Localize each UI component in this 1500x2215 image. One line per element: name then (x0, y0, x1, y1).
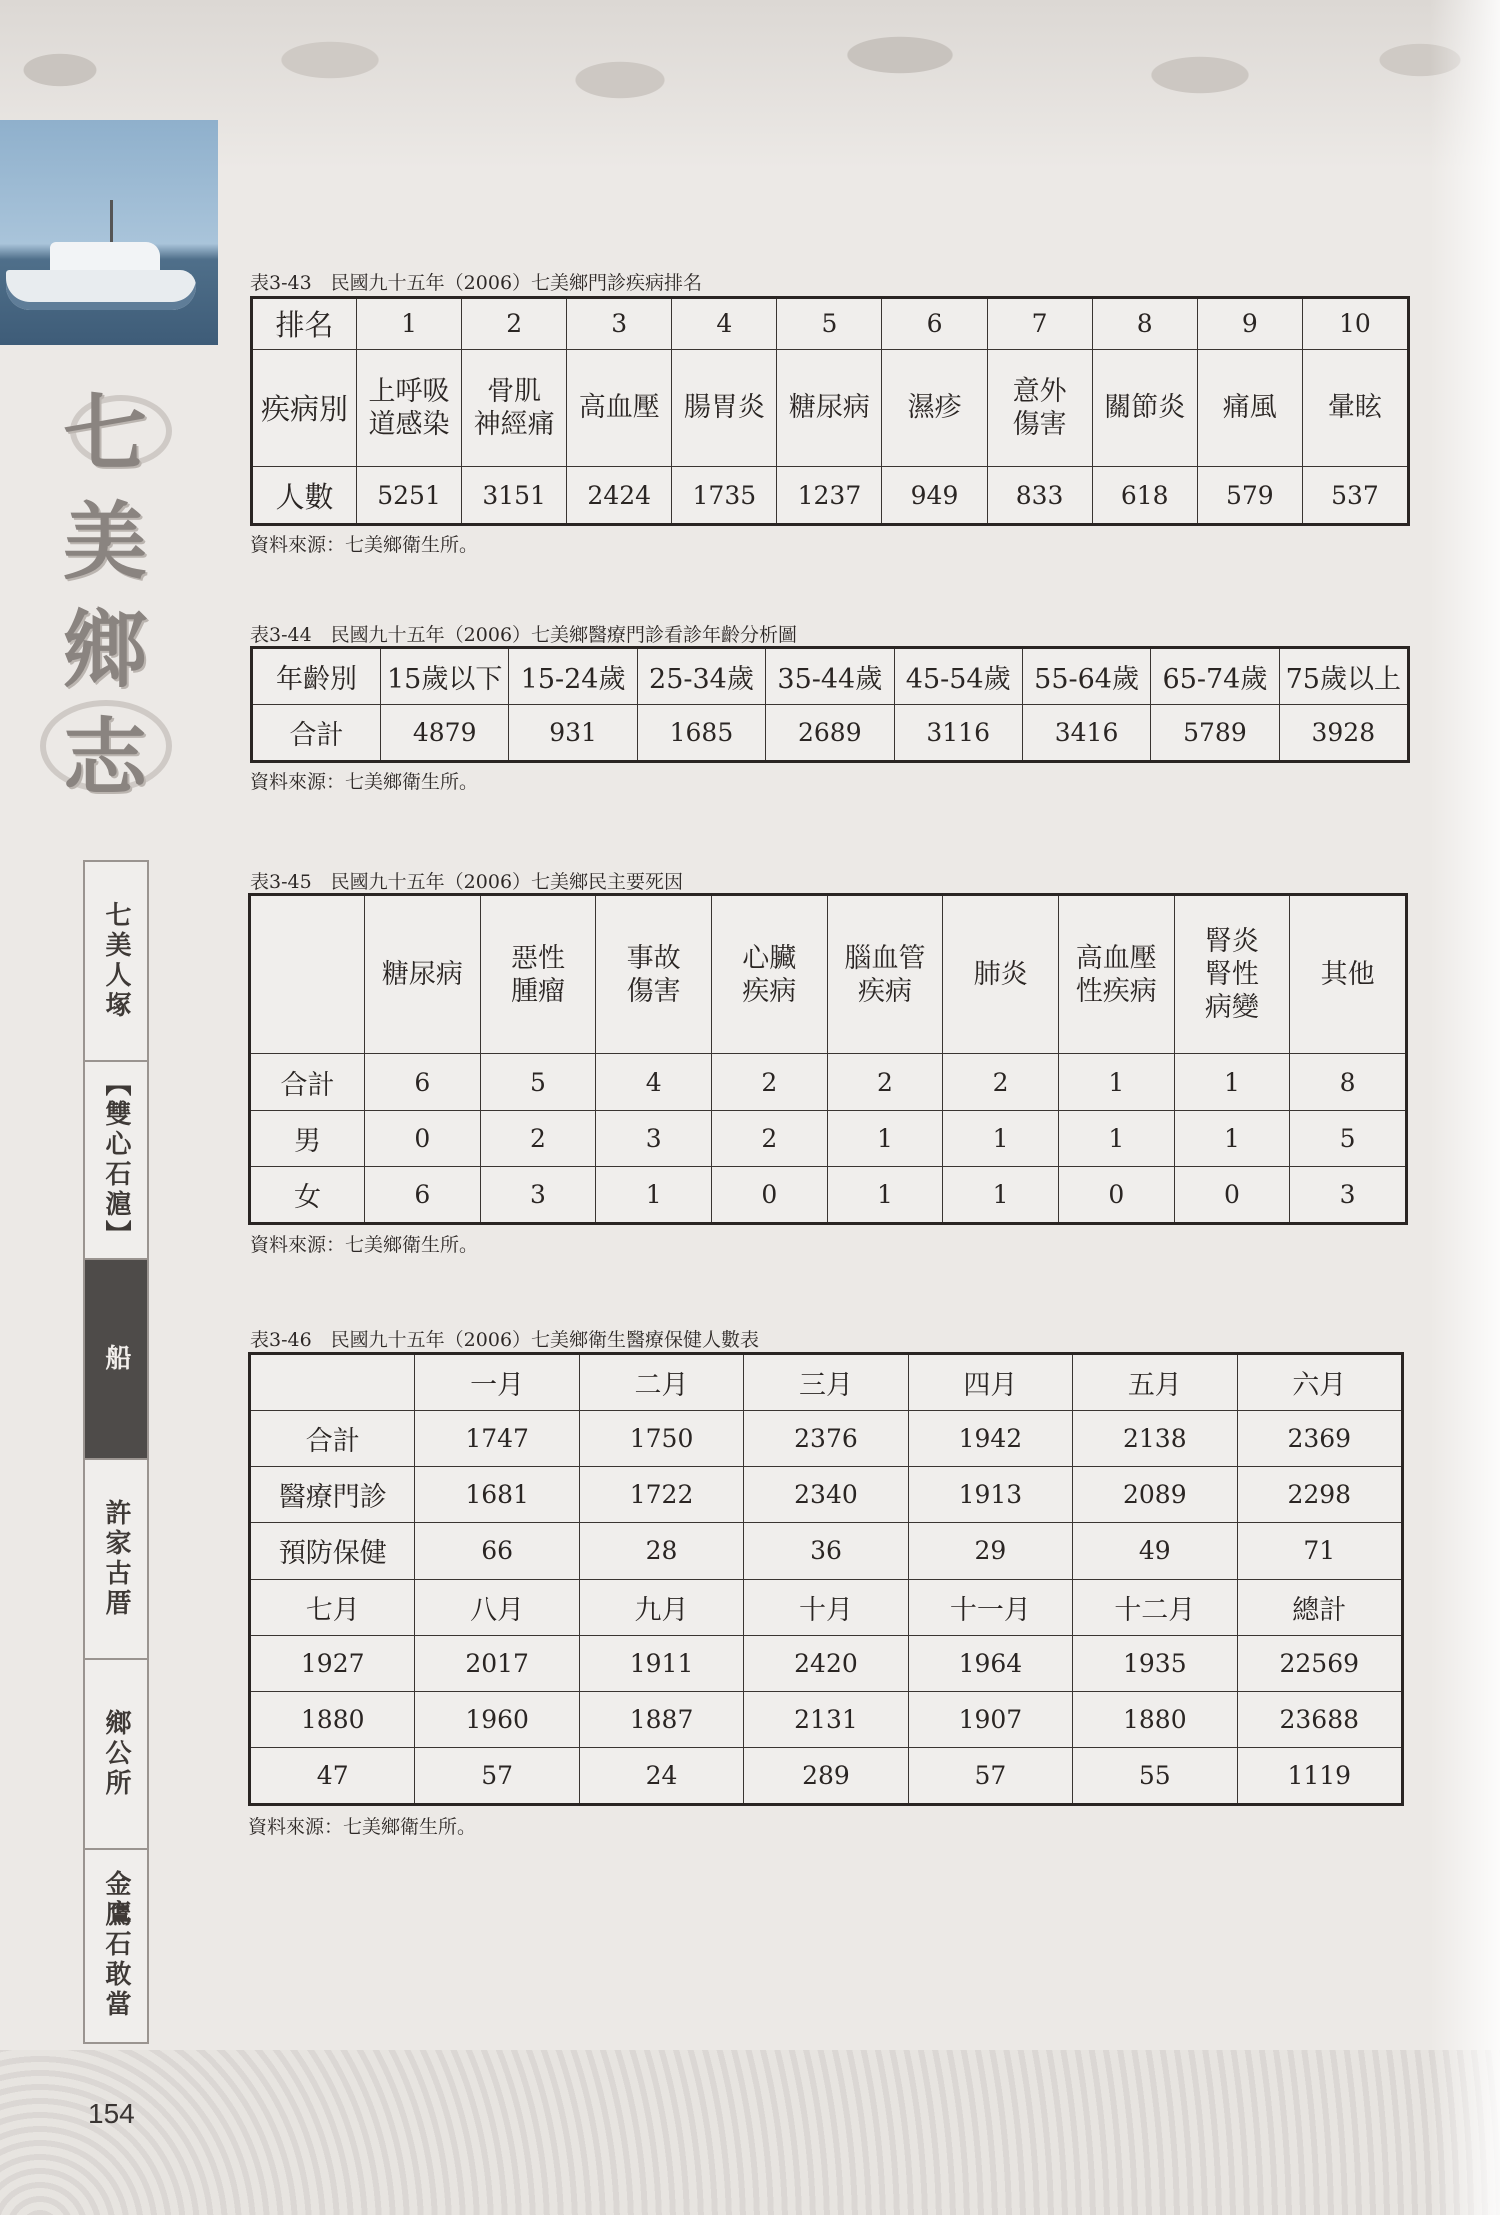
row-label: 預防保健 (251, 1523, 415, 1579)
cell-line: 糖尿病 (381, 959, 463, 991)
rank-cell: 8 (1092, 299, 1197, 350)
cell-line: 心臟 (742, 942, 797, 974)
death-count-cell: 1 (1174, 1054, 1290, 1110)
row-label: 合計 (251, 1054, 365, 1110)
cell-line: 腎炎 (1204, 926, 1259, 958)
value-cell: 1935 (1073, 1635, 1237, 1691)
death-count-cell: 0 (1174, 1166, 1290, 1222)
count-cell: 618 (1092, 467, 1197, 524)
rank-cell: 10 (1302, 299, 1407, 350)
value-cell: 57 (908, 1747, 1072, 1803)
rank-cell: 6 (882, 299, 987, 350)
age-row (253, 649, 1408, 705)
count-cell: 1735 (672, 467, 777, 524)
death-count-cell: 3 (1290, 1166, 1406, 1222)
age-cell: 55-64歲 (1022, 649, 1150, 705)
page-number: 154 (88, 2098, 135, 2129)
death-row (251, 1166, 1406, 1222)
table43-source: 資料來源：七美鄉衛生所。 (250, 534, 479, 556)
death-count-cell: 2 (711, 1110, 827, 1166)
age-cell: 15歲以下 (381, 649, 509, 705)
cell-line: 腦血管 (844, 942, 926, 974)
count-cell: 5251 (357, 467, 462, 524)
month-cell: 六月 (1237, 1355, 1401, 1411)
count-cell: 2424 (567, 467, 672, 524)
total-cell: 931 (509, 705, 637, 761)
disease-cell (567, 349, 672, 467)
death-count-cell: 1 (827, 1166, 943, 1222)
table43-caption: 表3-43 民國九十五年（2006）七美鄉門診疾病排名 (250, 272, 703, 294)
nav-item-eagle-stone[interactable] (85, 1850, 147, 2040)
value-cell: 2376 (744, 1411, 908, 1467)
death-count-cell: 5 (1290, 1110, 1406, 1166)
rank-cell: 2 (462, 299, 567, 350)
value-cell: 57 (415, 1747, 579, 1803)
page-gutter-shade (1430, 0, 1500, 2215)
value-cell: 29 (908, 1523, 1072, 1579)
total-cell: 3116 (894, 705, 1022, 761)
death-count-cell: 2 (711, 1054, 827, 1110)
month-cell: 十月 (744, 1579, 908, 1635)
death-count-cell: 1 (596, 1166, 712, 1222)
age-cell: 35-44歲 (766, 649, 894, 705)
nav-item-label: 船 (101, 1344, 131, 1374)
nav-item-boat[interactable] (85, 1260, 147, 1460)
month-cell: 二月 (579, 1355, 743, 1411)
disease-cell (1197, 349, 1302, 467)
nav-item-label: 許家古厝 (101, 1499, 131, 1619)
rank-cell: 9 (1197, 299, 1302, 350)
value-cell: 2340 (744, 1467, 908, 1523)
value-cell: 2089 (1073, 1467, 1237, 1523)
cell-line: 疾病 (742, 975, 797, 1007)
table46-source: 資料來源：七美鄉衛生所。 (248, 1816, 477, 1838)
nav-item-label: 金鷹石敢當 (101, 1870, 131, 2020)
death-count-cell: 6 (365, 1054, 481, 1110)
count-cell: 833 (987, 467, 1092, 524)
rank-cell: 1 (357, 299, 462, 350)
rank-cell: 5 (777, 299, 882, 350)
row-label: 男 (251, 1110, 365, 1166)
service-row (251, 1411, 1402, 1467)
corner-cell (251, 896, 365, 1054)
month-cell: 一月 (415, 1355, 579, 1411)
boat-hull (6, 270, 196, 310)
total-cell: 2689 (766, 705, 894, 761)
disease-cell (987, 349, 1092, 467)
month-cell: 九月 (579, 1579, 743, 1635)
death-count-cell: 3 (480, 1166, 596, 1222)
nav-item-label: 鄉公所 (101, 1709, 131, 1799)
nav-item-qimei-tomb[interactable] (85, 862, 147, 1062)
value-cell: 22569 (1237, 1635, 1401, 1691)
age-cell: 25-34歲 (637, 649, 765, 705)
row-label: 女 (251, 1166, 365, 1222)
value-cell: 1927 (251, 1635, 415, 1691)
table45 (250, 895, 1406, 1223)
value-cell: 55 (1073, 1747, 1237, 1803)
value-cell: 2138 (1073, 1411, 1237, 1467)
value-cell: 1681 (415, 1467, 579, 1523)
cause-cell (1290, 896, 1406, 1054)
month-cell: 總計 (1237, 1579, 1401, 1635)
value-cell: 1960 (415, 1691, 579, 1747)
table46 (250, 1354, 1402, 1804)
age-cell: 45-54歲 (894, 649, 1022, 705)
cell-line: 疾病 (857, 975, 912, 1007)
value-cell: 1913 (908, 1467, 1072, 1523)
death-count-cell: 2 (827, 1054, 943, 1110)
death-count-cell: 1 (1174, 1110, 1290, 1166)
age-cell: 15-24歲 (509, 649, 637, 705)
death-count-cell: 1 (1058, 1054, 1174, 1110)
cell-line: 事故 (626, 942, 681, 974)
disease-cell (882, 349, 987, 467)
disease-cell (672, 349, 777, 467)
table46-caption: 表3-46 民國九十五年（2006）七美鄉衛生醫療保健人數表 (250, 1329, 760, 1351)
cell-line: 性疾病 (1075, 975, 1157, 1007)
death-count-cell: 0 (711, 1166, 827, 1222)
book-title-char: 七 (62, 384, 147, 483)
disease-row (253, 349, 1408, 467)
death-count-cell: 3 (596, 1110, 712, 1166)
death-count-cell: 2 (943, 1054, 1059, 1110)
age-cell: 75歲以上 (1279, 649, 1407, 705)
service-row (251, 1467, 1402, 1523)
month-cell: 十二月 (1073, 1579, 1237, 1635)
row-label: 疾病別 (253, 349, 357, 467)
ferry-photo (0, 120, 218, 345)
corner-cell (251, 1355, 415, 1411)
cause-cell (365, 896, 481, 1054)
cell-line: 骨肌 (487, 375, 542, 407)
table43 (252, 298, 1408, 524)
death-row (251, 1054, 1406, 1110)
cause-cell (943, 896, 1059, 1054)
wave-pattern-footer (0, 2050, 1500, 2215)
value-cell: 23688 (1237, 1691, 1401, 1747)
cell-line: 意外 (1012, 375, 1067, 407)
death-count-cell: 5 (480, 1054, 596, 1110)
value-cell: 1747 (415, 1411, 579, 1467)
table45-caption: 表3-45 民國九十五年（2006）七美鄉民主要死因 (250, 871, 684, 893)
cell-line: 暈眩 (1327, 392, 1382, 424)
death-count-cell: 0 (365, 1110, 481, 1166)
cell-line: 傷害 (1012, 408, 1067, 440)
rank-cell: 7 (987, 299, 1092, 350)
cause-cell (480, 896, 596, 1054)
cell-line: 腎性 (1204, 959, 1259, 991)
disease-cell (462, 349, 567, 467)
death-count-cell: 1 (943, 1110, 1059, 1166)
death-count-cell: 4 (596, 1054, 712, 1110)
death-count-cell: 1 (827, 1110, 943, 1166)
nav-item-township-office[interactable] (85, 1660, 147, 1850)
cloud-pattern-header (0, 0, 1500, 170)
nav-item-label: 七美人塚 (101, 901, 131, 1021)
month-cell: 八月 (415, 1579, 579, 1635)
value-cell: 2369 (1237, 1411, 1401, 1467)
cause-cell (827, 896, 943, 1054)
cell-line: 傷害 (626, 975, 681, 1007)
cause-cell (711, 896, 827, 1054)
cell-line: 惡性 (510, 942, 565, 974)
nav-item-label: 【雙心石滬】 (101, 1070, 131, 1250)
death-count-cell: 2 (480, 1110, 596, 1166)
death-count-cell: 8 (1290, 1054, 1406, 1110)
month-cell: 四月 (908, 1355, 1072, 1411)
cell-line: 肺炎 (973, 959, 1028, 991)
value-cell: 1942 (908, 1411, 1072, 1467)
value-cell: 1911 (579, 1635, 743, 1691)
cell-line: 糖尿病 (788, 392, 870, 424)
table44-source: 資料來源：七美鄉衛生所。 (250, 771, 479, 793)
cell-line: 痛風 (1222, 392, 1277, 424)
total-cell: 3416 (1022, 705, 1150, 761)
boat-mast (110, 200, 113, 245)
row-label: 合計 (253, 705, 381, 761)
value-cell: 36 (744, 1523, 908, 1579)
count-cell: 1237 (777, 467, 882, 524)
value-cell: 49 (1073, 1523, 1237, 1579)
value-cell: 2298 (1237, 1467, 1401, 1523)
cell-line: 關節炎 (1104, 392, 1186, 424)
cause-cell (596, 896, 712, 1054)
service-row (251, 1691, 1402, 1747)
value-cell: 1880 (1073, 1691, 1237, 1747)
row-label: 合計 (251, 1411, 415, 1467)
chapter-nav (83, 860, 149, 2044)
value-cell: 1722 (579, 1467, 743, 1523)
nav-item-hsu-house[interactable] (85, 1460, 147, 1660)
service-row (251, 1523, 1402, 1579)
value-cell: 1907 (908, 1691, 1072, 1747)
month-cell: 三月 (744, 1355, 908, 1411)
disease-cell (357, 349, 462, 467)
value-cell: 1119 (1237, 1747, 1401, 1803)
cell-line: 病變 (1204, 992, 1259, 1024)
death-count-cell: 1 (943, 1166, 1059, 1222)
cell-line: 濕疹 (907, 392, 962, 424)
death-row (251, 1110, 1406, 1166)
month-cell: 七月 (251, 1579, 415, 1635)
table44-caption: 表3-44 民國九十五年（2006）七美鄉醫療門診看診年齡分析圖 (250, 624, 798, 646)
cell-line: 道感染 (368, 408, 450, 440)
month-cell: 五月 (1073, 1355, 1237, 1411)
count-cell: 579 (1197, 467, 1302, 524)
row-label: 排名 (253, 299, 357, 350)
month-header-row (251, 1355, 1402, 1411)
cause-header-row (251, 896, 1406, 1054)
disease-cell (1302, 349, 1407, 467)
cell-line: 腫瘤 (510, 975, 565, 1007)
value-cell: 1887 (579, 1691, 743, 1747)
disease-cell (1092, 349, 1197, 467)
value-cell: 47 (251, 1747, 415, 1803)
value-cell: 1964 (908, 1635, 1072, 1691)
month-cell: 十一月 (908, 1579, 1072, 1635)
cell-line: 神經痛 (473, 408, 555, 440)
nav-item-double-heart[interactable] (85, 1062, 147, 1260)
cell-line: 其他 (1320, 959, 1375, 991)
rank-row (253, 299, 1408, 350)
cause-cell (1058, 896, 1174, 1054)
disease-cell (777, 349, 882, 467)
rank-cell: 3 (567, 299, 672, 350)
count-cell: 537 (1302, 467, 1407, 524)
count-cell: 949 (882, 467, 987, 524)
row-label: 醫療門診 (251, 1467, 415, 1523)
table44 (252, 648, 1408, 761)
cell-line: 高血壓 (1075, 942, 1157, 974)
value-cell: 2131 (744, 1691, 908, 1747)
book-title-char: 美 (62, 492, 147, 591)
death-count-cell: 0 (1058, 1166, 1174, 1222)
value-cell: 24 (579, 1747, 743, 1803)
value-cell: 1880 (251, 1691, 415, 1747)
row-label: 人數 (253, 467, 357, 524)
total-cell: 5789 (1151, 705, 1279, 761)
value-cell: 66 (415, 1523, 579, 1579)
total-row (253, 705, 1408, 761)
total-cell: 4879 (381, 705, 509, 761)
service-row (251, 1747, 1402, 1803)
value-cell: 71 (1237, 1523, 1401, 1579)
value-cell: 28 (579, 1523, 743, 1579)
cause-cell (1174, 896, 1290, 1054)
value-cell: 2420 (744, 1635, 908, 1691)
service-row (251, 1635, 1402, 1691)
value-cell: 1750 (579, 1411, 743, 1467)
row-label: 年齡別 (253, 649, 381, 705)
rank-cell: 4 (672, 299, 777, 350)
total-cell: 1685 (637, 705, 765, 761)
month-header-row (251, 1579, 1402, 1635)
value-cell: 2017 (415, 1635, 579, 1691)
cell-line: 上呼吸 (368, 375, 450, 407)
table45-source: 資料來源：七美鄉衛生所。 (250, 1234, 479, 1256)
count-cell: 3151 (462, 467, 567, 524)
death-count-cell: 6 (365, 1166, 481, 1222)
cell-line: 腸胃炎 (683, 392, 765, 424)
age-cell: 65-74歲 (1151, 649, 1279, 705)
death-count-cell: 1 (1058, 1110, 1174, 1166)
cell-line: 高血壓 (578, 392, 660, 424)
total-cell: 3928 (1279, 705, 1407, 761)
book-title-char: 鄉 (62, 600, 147, 699)
book-title-vertical (50, 380, 180, 840)
value-cell: 289 (744, 1747, 908, 1803)
book-title-char: 志 (62, 708, 147, 807)
count-row (253, 467, 1408, 524)
